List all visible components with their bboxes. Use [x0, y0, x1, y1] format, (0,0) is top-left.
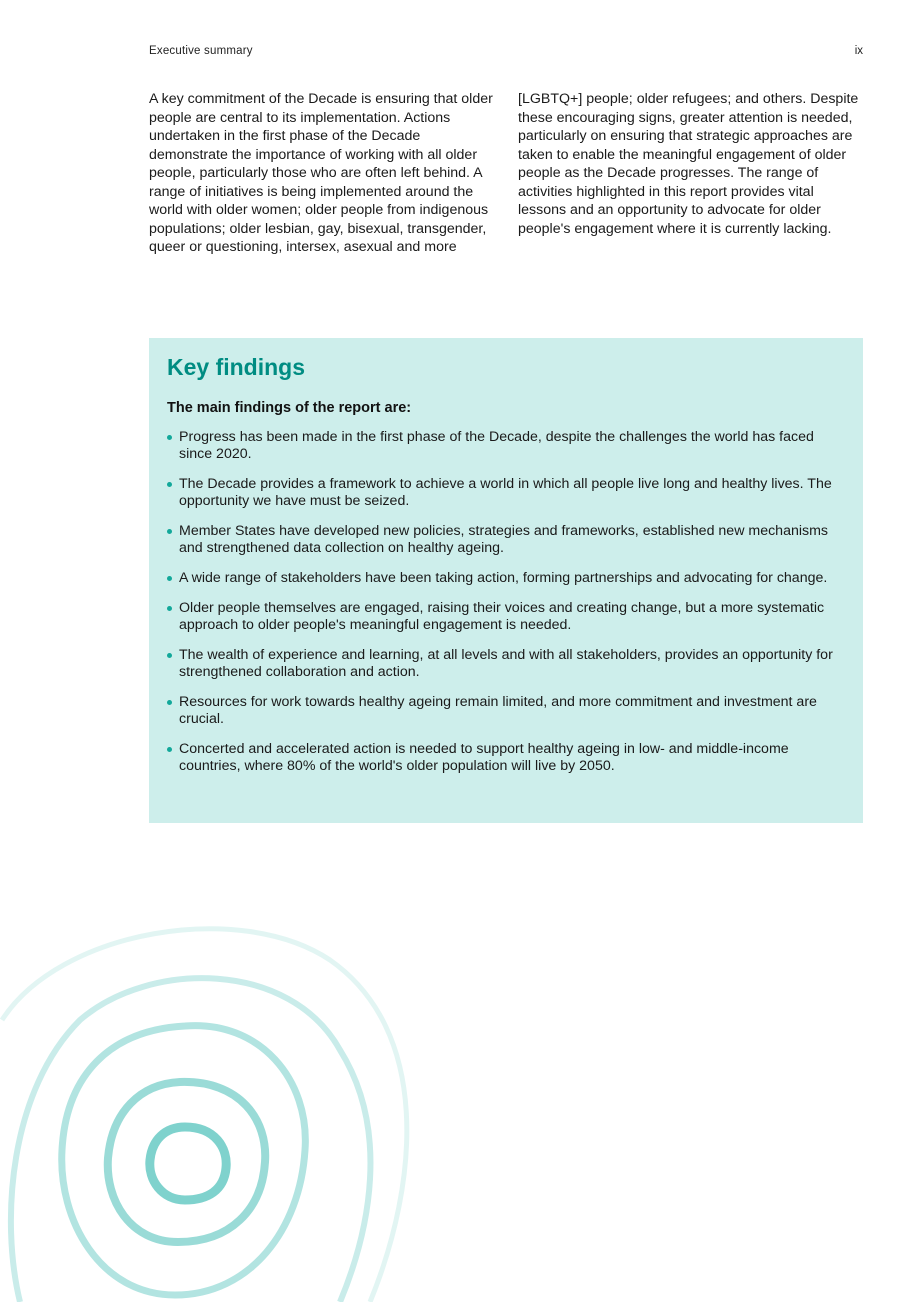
page-number: ix [854, 45, 863, 57]
decoration-ring [150, 1127, 226, 1200]
finding-text: Resources for work towards healthy ageing remain limited, and more commitment and investment are crucial. [179, 694, 817, 727]
intro-column-right: [LGBTQ+] people; older refugees; and others. Despite these encouraging signs, greater attention is needed, particularly on ensuring that strategic approaches are taken to enable the meaningful engagement of older people as the Decade progresses. The range of activities highlighted in this report provides vital lessons and an opportunity to advocate for older people's engagement where it is currently lacking. [518, 91, 859, 237]
finding-text: Member States have developed new policies, strategies and frameworks, established new mechanisms and strengthened data collection on healthy ageing. [179, 523, 829, 556]
finding-text: The Decade provides a framework to achieve a world in which all people live long and healthy lives. The opportunity we have must be seized. [179, 476, 832, 509]
intro-column-left: A key commitment of the Decade is ensuring that older people are central to its implementation. Actions undertaken in the first phase of the Decade demonstrate the importance of working with all older people, particularly those who are often left behind. A range of initiatives is being implemented around the world with older women; older people from indigenous populations; older lesbian, gay, bisexual, transgender, queer or questioning, intersex, asexual and more [149, 91, 493, 255]
concentric-rings-decoration [0, 900, 430, 1302]
key-findings-title: Key findings [167, 354, 306, 380]
finding-text: Progress has been made in the first phase of the Decade, despite the challenges the world has faced since 2020. [179, 429, 814, 462]
finding-item [167, 523, 845, 557]
bullet-icon [167, 435, 172, 440]
key-findings-lead: The main findings of the report are: [167, 400, 412, 416]
bullet-icon [167, 529, 172, 534]
key-findings-box [149, 338, 863, 823]
findings-list [167, 429, 845, 775]
finding-text: The wealth of experience and learning, at all levels and with all stakeholders, provides an opportunity for strengthened collaboration and action. [179, 647, 833, 680]
intro-text [149, 90, 863, 257]
decoration-ring [2, 929, 407, 1302]
bullet-icon [167, 482, 172, 487]
finding-item [167, 429, 845, 463]
bullet-icon [167, 576, 172, 581]
bullet-icon [167, 653, 172, 658]
finding-item [167, 741, 845, 775]
finding-text: Older people themselves are engaged, raising their voices and creating change, but a more systematic approach to older people's meaningful engagement is needed. [179, 600, 825, 633]
finding-item [167, 476, 845, 510]
finding-item [167, 570, 845, 587]
decoration-ring [108, 1082, 265, 1242]
finding-item [167, 647, 845, 681]
bullet-icon [167, 747, 172, 752]
bullet-icon [167, 606, 172, 611]
finding-text: A wide range of stakeholders have been taking action, forming partnerships and advocating for change. [179, 570, 828, 586]
finding-item [167, 694, 845, 728]
finding-text: Concerted and accelerated action is needed to support healthy ageing in low- and middle-income countries, where 80% of the world's older population will live by 2050. [179, 741, 789, 774]
finding-item [167, 600, 845, 634]
running-header: Executive summary [149, 45, 253, 57]
bullet-icon [167, 700, 172, 705]
